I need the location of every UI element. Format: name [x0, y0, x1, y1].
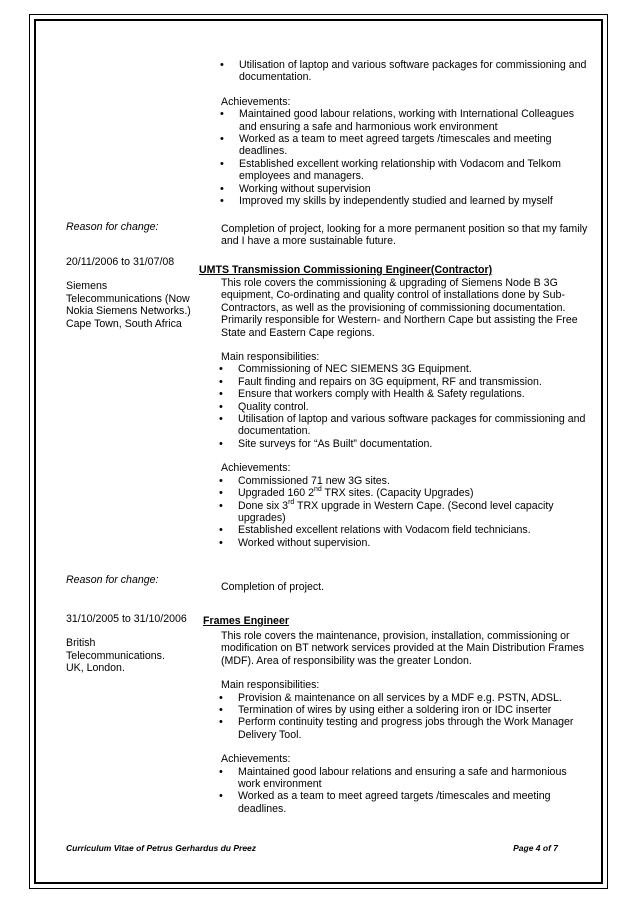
- list-item: • Quality control.: [203, 401, 588, 413]
- responsibilities-list: [203, 363, 588, 450]
- list-item: • Termination of wires by using either a soldering iron or IDC inserter: [203, 704, 588, 716]
- job-location: UK, London.: [66, 662, 125, 675]
- achievements-list: [203, 766, 588, 816]
- reason-label: Reason for change:: [66, 221, 159, 233]
- job-meta: [66, 256, 191, 330]
- list-item: • Utilisation of laptop and various software packages for commissioning and documentation.: [203, 59, 588, 84]
- list-item: • Upgraded 160 2nd TRX sites. (Capacity Upgrades): [203, 487, 588, 499]
- job-description: This role covers the maintenance, provision, installation, commissioning or modification on BT network services provided at the Main Distribution Frames (MDF). Area of responsibility was the greater London.: [221, 630, 585, 667]
- job-detail: [199, 264, 584, 276]
- list-item: • Fault finding and repairs on 3G equipment, RF and transmission.: [203, 376, 588, 388]
- list-item: • Worked as a team to meet agreed targets /timescales and meeting deadlines.: [203, 133, 588, 158]
- list-item: • Commissioning of NEC SIEMENS 3G Equipment.: [203, 363, 588, 375]
- job-title: Frames Engineer: [203, 615, 289, 627]
- job-location: Cape Town, South Africa: [66, 317, 182, 330]
- reason-text: Completion of project.: [221, 581, 325, 593]
- job-dates: 20/11/2006 to 31/07/08: [66, 256, 175, 268]
- list-item: • Improved my skills by independently studied and learned by myself: [203, 195, 588, 207]
- list-item: • Established excellent working relationship with Vodacom and Telkom employees and managers.: [203, 158, 588, 183]
- list-item: • Worked as a team to meet agreed targets /timescales and meeting deadlines.: [203, 790, 588, 815]
- responsibilities-list: [203, 692, 588, 742]
- page-footer: [66, 842, 558, 854]
- responsibilities-list: [203, 59, 588, 84]
- reason-text: Completion of project, looking for a more permanent position so that my family and I have a more sustainable future.: [221, 223, 588, 248]
- job-company: Siemens Telecommunications (Now Nokia Siemens Networks.): [66, 280, 191, 318]
- list-item: • Ensure that workers comply with Health & Safety regulations.: [203, 388, 588, 400]
- list-item: • Site surveys for “As Built” documentation.: [203, 438, 588, 450]
- reason-block: [203, 581, 588, 593]
- list-item: • Perform continuity testing and progress jobs through the Work Manager Delivery Tool.: [203, 716, 588, 741]
- previous-job-continuation: [203, 59, 588, 207]
- footer-title: Curriculum Vitae of Petrus Gerhardus du Preez: [66, 843, 257, 853]
- reason-label: Reason for change:: [66, 574, 159, 586]
- list-item: • Maintained good labour relations and ensuring a safe and harmonious work environment: [203, 766, 588, 791]
- achievements-list: [203, 475, 588, 549]
- list-item: • Maintained good labour relations, working with International Colleagues and ensuring a safe and harmonious work environment: [203, 108, 588, 133]
- responsibilities-label: Main responsibilities:: [221, 679, 320, 692]
- job-description: This role covers the commissioning & upgrading of Siemens Node B 3G equipment, Co-ordinating and quality control of installations done by Sub-Contractors, as well as the provisioning of commissioning documentation. Primarily responsible for Western- and Northern Cape but assisting the Free State and Eastern Cape regions.: [221, 277, 578, 339]
- reason-block: [203, 223, 588, 248]
- page-number: Page 4 of 7: [513, 843, 558, 853]
- list-item: • Done six 3rd TRX upgrade in Western Cape. (Second level capacity upgrades): [203, 500, 588, 525]
- job-meta: [66, 613, 191, 675]
- achievements-label: Achievements:: [221, 462, 291, 475]
- list-item: • Provision & maintenance on all services by a MDF e.g. PSTN, ADSL.: [203, 692, 588, 704]
- job-detail-body: [203, 630, 588, 815]
- achievements-label: Achievements:: [221, 95, 291, 108]
- job-dates: 31/10/2005 to 31/10/2006: [66, 613, 187, 625]
- achievements-label: Achievements:: [221, 753, 291, 766]
- job-detail-body: [203, 277, 588, 549]
- list-item: • Worked without supervision.: [203, 537, 588, 549]
- list-item: • Utilisation of laptop and various software packages for commissioning and documentation.: [203, 413, 588, 438]
- list-item: • Working without supervision: [203, 183, 588, 195]
- achievements-list: [203, 108, 588, 207]
- list-item: • Commissioned 71 new 3G sites.: [203, 475, 588, 487]
- job-title: UMTS Transmission Commissioning Engineer(Contractor): [199, 264, 493, 276]
- responsibilities-label: Main responsibilities:: [221, 351, 320, 364]
- list-item: • Established excellent relations with Vodacom field technicians.: [203, 524, 588, 536]
- job-detail: [203, 615, 588, 627]
- job-company: British Telecommunications.: [66, 637, 165, 662]
